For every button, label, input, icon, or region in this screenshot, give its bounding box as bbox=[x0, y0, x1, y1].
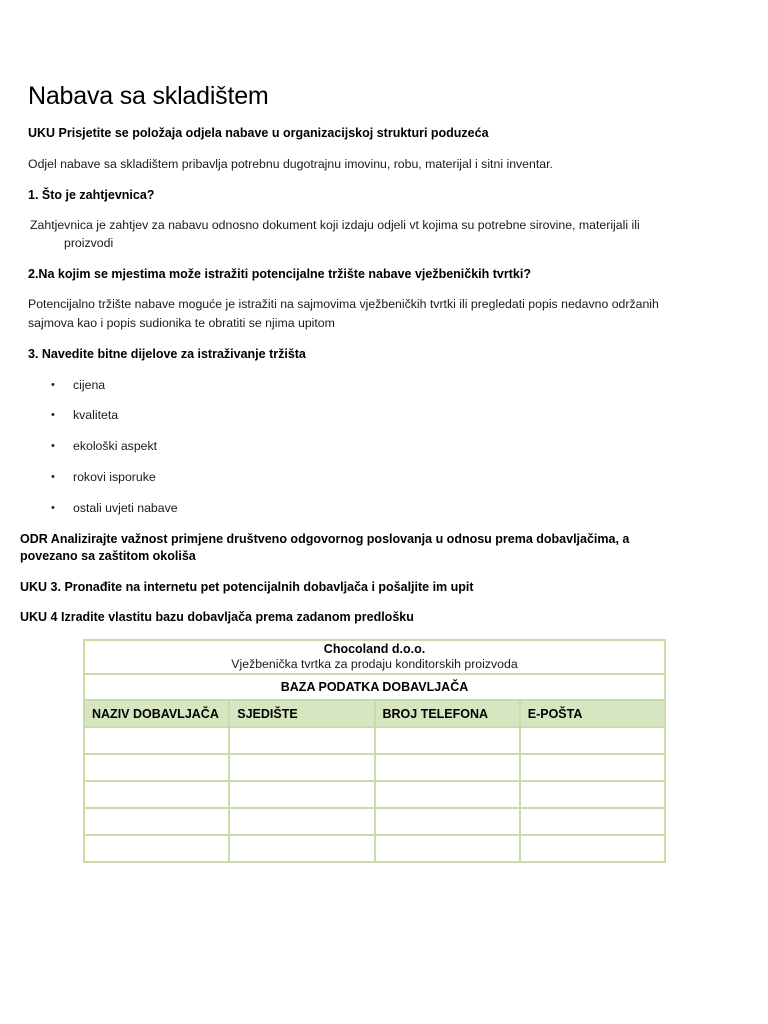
list-item: cijena bbox=[73, 378, 106, 392]
company-cell bbox=[84, 640, 665, 674]
uku1-heading: UKU Prisjetite se položaja odjela nabave u organizacijskoj strukturi poduzeća bbox=[28, 126, 489, 140]
odr-heading-line1: ODR Analizirajte važnost primjene društveno odgovornog poslovanja u odnosu prema dobavljačima, a bbox=[20, 532, 630, 546]
question-2-heading: 2.Na kojim se mjestima može istražiti potencijalne tržište nabave vježbeničkih tvrtki? bbox=[28, 267, 531, 281]
list-item: rokovi isporuke bbox=[73, 470, 156, 484]
table-cell[interactable] bbox=[375, 808, 520, 835]
table-company-row bbox=[84, 640, 665, 674]
table-cell[interactable] bbox=[229, 754, 374, 781]
column-header-phone: BROJ TELEFONA bbox=[375, 700, 520, 727]
table-row bbox=[84, 781, 665, 808]
question-1-answer-line1: Zahtjevnica je zahtjev za nabavu odnosno dokument koji izdaju odjeli vt kojima su potrebne sirovine, materijali ili bbox=[30, 218, 640, 232]
question-2-answer-line1: Potencijalno tržište nabave moguće je istražiti na sajmovima vježbeničkih tvrtki ili pregledati popis nedavno održanih bbox=[28, 297, 659, 311]
table-cell[interactable] bbox=[375, 781, 520, 808]
table-cell[interactable] bbox=[84, 781, 229, 808]
column-header-email: E-POŠTA bbox=[520, 700, 665, 727]
question-1-answer-line2: proizvodi bbox=[64, 236, 114, 250]
table-cell[interactable] bbox=[375, 835, 520, 862]
column-header-headquarters: SJEDIŠTE bbox=[229, 700, 374, 727]
table-cell[interactable] bbox=[520, 808, 665, 835]
question-1-heading: 1. Što je zahtjevnica? bbox=[28, 188, 155, 202]
odr-heading-line2: povezano sa zaštitom okoliša bbox=[20, 549, 196, 563]
uku1-text: Odjel nabave sa skladištem pribavlja potrebnu dugotrajnu imovinu, robu, materijal i sitni inventar. bbox=[28, 157, 553, 171]
table-cell[interactable] bbox=[375, 727, 520, 754]
table-cell[interactable] bbox=[84, 835, 229, 862]
table-cell[interactable] bbox=[520, 727, 665, 754]
uku4-heading: UKU 4 Izradite vlastitu bazu dobavljača prema zadanom predlošku bbox=[20, 610, 414, 624]
table-cell[interactable] bbox=[375, 754, 520, 781]
table-cell[interactable] bbox=[229, 727, 374, 754]
supplier-database-table bbox=[83, 639, 666, 863]
page-title: Nabava sa skladištem bbox=[28, 82, 269, 110]
question-2-answer-line2: sajmova kao i popis sudionika te obratiti se njima upitom bbox=[28, 316, 335, 330]
table-cell[interactable] bbox=[84, 727, 229, 754]
table-cell[interactable] bbox=[520, 835, 665, 862]
bullet-icon: • bbox=[51, 440, 55, 452]
list-item: ekološki aspekt bbox=[73, 439, 158, 453]
table-title-row bbox=[84, 674, 665, 700]
uku3-heading: UKU 3. Pronađite na internetu pet potencijalnih dobavljača i pošaljite im upit bbox=[20, 580, 474, 594]
bullet-icon: • bbox=[51, 379, 55, 391]
table-cell[interactable] bbox=[229, 835, 374, 862]
list-item: kvaliteta bbox=[73, 408, 119, 422]
bullet-icon: • bbox=[51, 502, 55, 514]
table-row bbox=[84, 727, 665, 754]
table-cell[interactable] bbox=[229, 781, 374, 808]
bullet-icon: • bbox=[51, 471, 55, 483]
table-cell[interactable] bbox=[84, 754, 229, 781]
table-row bbox=[84, 835, 665, 862]
table-header-row bbox=[84, 700, 665, 727]
bullet-icon: • bbox=[51, 409, 55, 421]
table-cell[interactable] bbox=[84, 808, 229, 835]
list-item: ostali uvjeti nabave bbox=[73, 501, 178, 515]
table-cell[interactable] bbox=[520, 781, 665, 808]
column-header-supplier-name: NAZIV DOBAVLJAČA bbox=[84, 700, 229, 727]
company-subtitle: Vježbenička tvrtka za prodaju konditorskih proizvoda bbox=[231, 657, 518, 671]
company-name: Chocoland d.o.o. bbox=[323, 642, 426, 656]
table-row bbox=[84, 754, 665, 781]
table-cell[interactable] bbox=[229, 808, 374, 835]
question-3-heading: 3. Navedite bitne dijelove za istraživanje tržišta bbox=[28, 347, 306, 361]
table-cell[interactable] bbox=[520, 754, 665, 781]
database-title: BAZA PODATKA DOBAVLJAČA bbox=[84, 674, 665, 700]
table-row bbox=[84, 808, 665, 835]
